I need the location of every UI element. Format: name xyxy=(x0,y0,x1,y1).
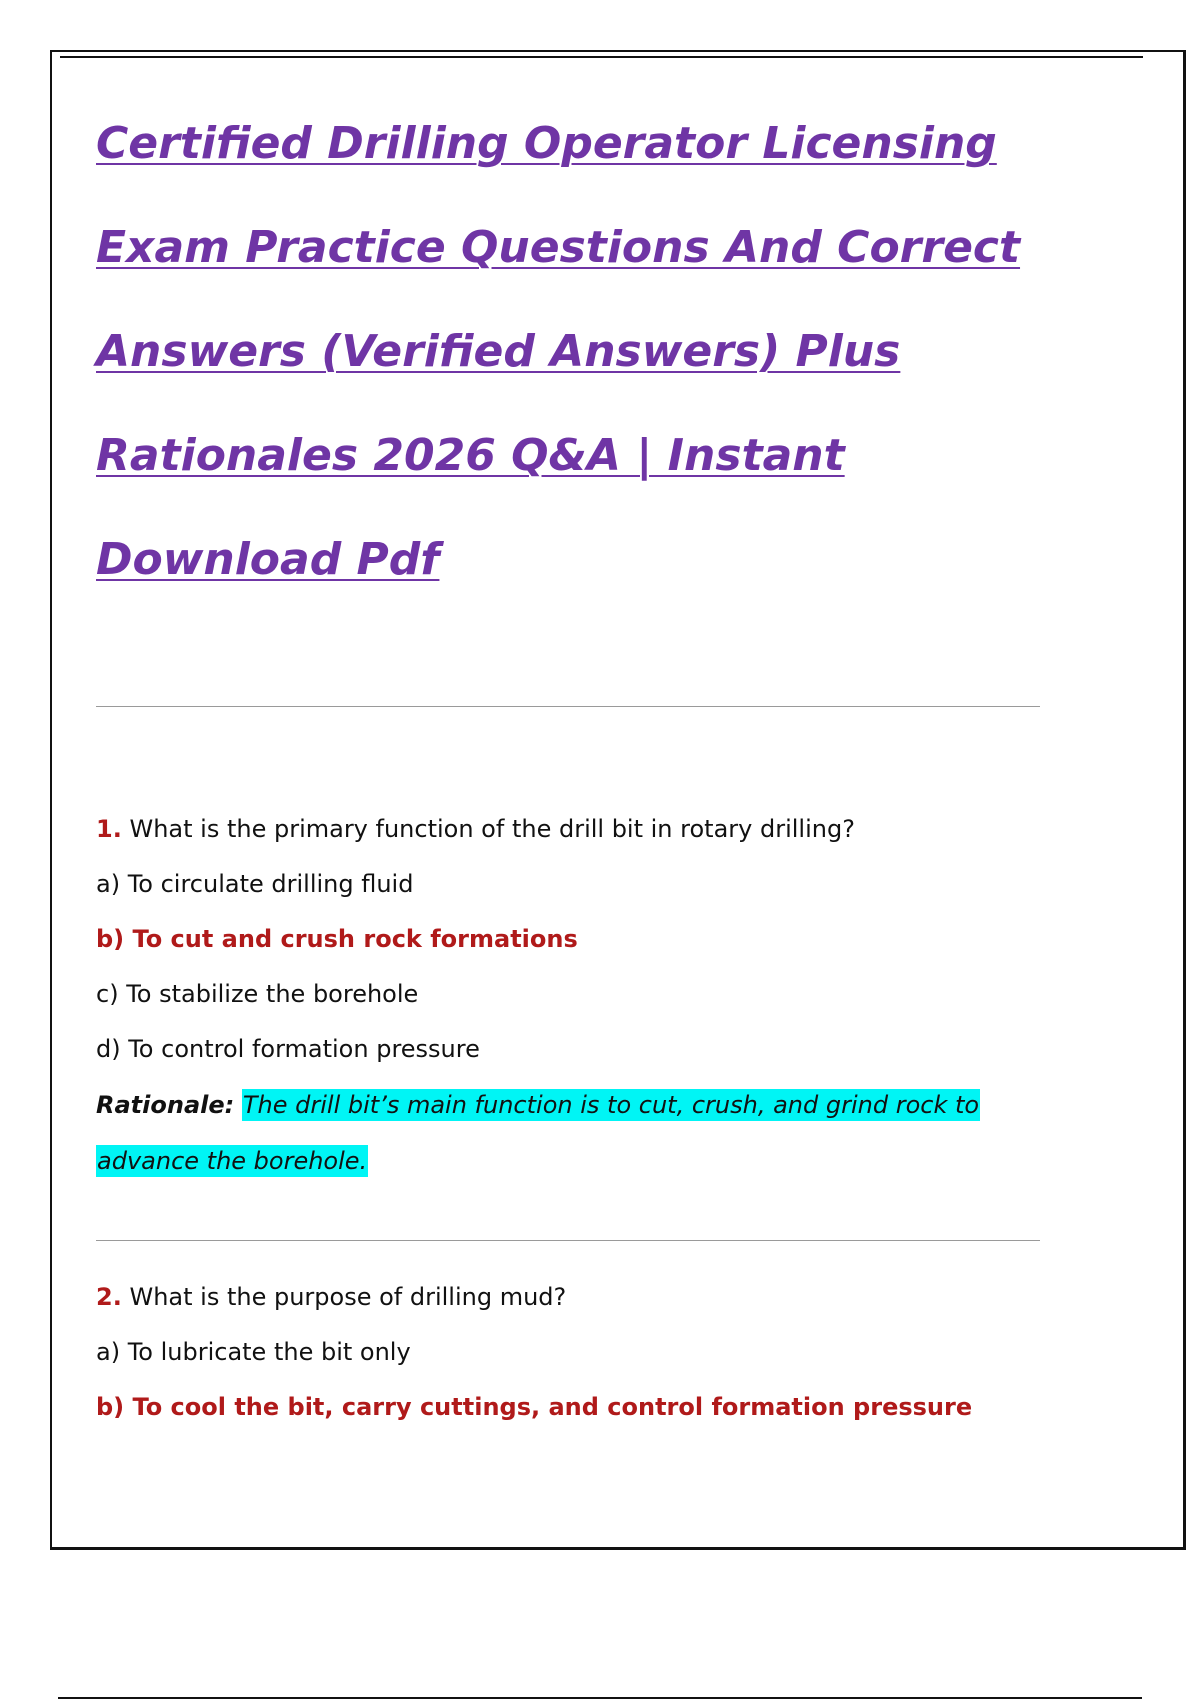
question-number: 2. xyxy=(96,1283,122,1311)
correct-answer-option: b) To cool the bit, carry cuttings, and control formation pressure xyxy=(96,1393,973,1421)
question-2 xyxy=(96,1270,1056,1435)
question-number: 1. xyxy=(96,815,122,843)
question-prompt: What is the primary function of the drill bit in rotary drilling? xyxy=(121,815,855,843)
question-1 xyxy=(96,802,1056,1189)
rationale xyxy=(96,1077,1056,1189)
top-rule xyxy=(60,56,1143,58)
document-title xyxy=(96,92,1056,612)
divider xyxy=(96,706,1040,707)
divider xyxy=(96,1240,1040,1241)
title-line: Download Pdf xyxy=(96,534,440,585)
rationale-label: Rationale: xyxy=(96,1091,235,1119)
title-line: Rationales 2026 Q&A | Instant xyxy=(96,430,845,481)
bottom-rule xyxy=(58,1697,1142,1699)
question-prompt: What is the purpose of drilling mud? xyxy=(121,1283,567,1311)
question-text xyxy=(96,802,1056,857)
answer-option: a) To circulate drilling fluid xyxy=(96,870,414,898)
rationale-text: The drill bit’s main function is to cut, crush, and grind rock to xyxy=(242,1091,980,1119)
title-line: Answers (Verified Answers) Plus xyxy=(96,326,901,377)
rationale-text: advance the borehole. xyxy=(97,1147,368,1175)
question-text xyxy=(96,1270,1056,1325)
title-line: Certified Drilling Operator Licensing xyxy=(96,118,997,169)
answer-option: c) To stabilize the borehole xyxy=(96,980,419,1008)
title-line: Exam Practice Questions And Correct xyxy=(96,222,1021,273)
answer-option: d) To control formation pressure xyxy=(96,1035,480,1063)
answer-option: a) To lubricate the bit only xyxy=(96,1338,411,1366)
correct-answer-option: b) To cut and crush rock formations xyxy=(96,925,578,953)
